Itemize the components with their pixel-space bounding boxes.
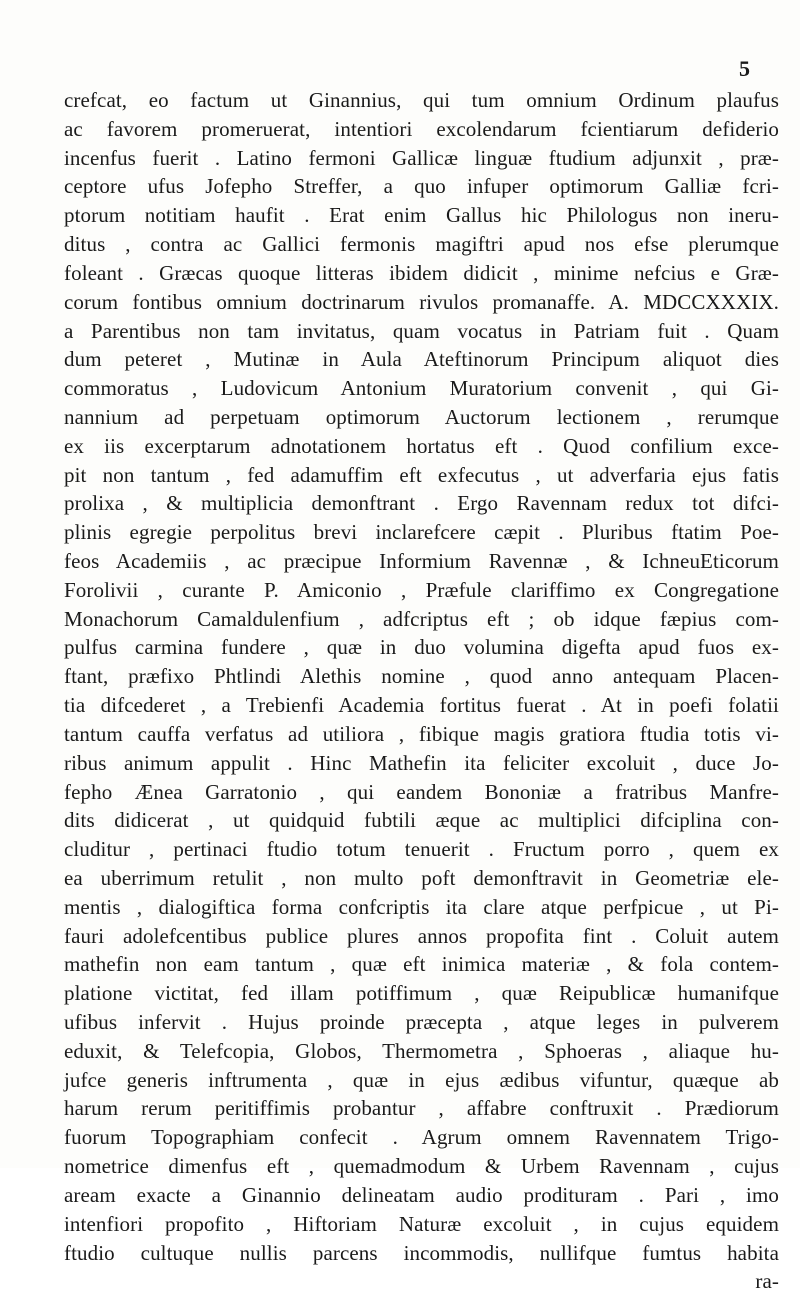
text-line: pulfus carmina fundere , quæ in duo volumina digefta apud fuos ex- [64, 635, 779, 660]
text-line: ftant, præfixo Phtlindi Alethis nomine , quod anno antequam Placen- [64, 664, 779, 689]
text-line: a Parentibus non tam invitatus, quam vocatus in Patriam fuit . Quam [64, 318, 779, 343]
text-line: intenfiori propofito , Hiftoriam Naturæ excoluit , in cujus equidem [64, 1211, 779, 1236]
catchword: ra- [755, 1269, 779, 1294]
body-text [64, 86, 779, 1296]
text-line: aream exacte a Ginannio delineatam audio prodituram . Pari , imo [64, 1182, 779, 1207]
text-line: fepho Ænea Garratonio , qui eandem Bononiæ a fratribus Manfre- [64, 779, 779, 804]
text-line: tantum cauffa verfatus ad utiliora , fibique magis gratiora ftudia totis vi- [64, 721, 779, 746]
text-line: fauri adolefcentibus publice plures annos propofita fint . Coluit autem [64, 923, 779, 948]
text-line: foleant . Græcas quoque litteras ibidem didicit , minime nefcius e Græ- [64, 260, 779, 285]
text-line: dits didicerat , ut quidquid fubtili æque ac multiplici difciplina con- [64, 808, 779, 833]
text-line: plinis egregie perpolitus brevi inclarefcere cæpit . Pluribus ftatim Poe- [64, 520, 779, 545]
text-line: mathefin non eam tantum , quæ eft inimica materiæ , & fola contem- [64, 952, 779, 977]
text-line: ex iis excerptarum adnotationem hortatus eft . Quod confilium exce- [64, 433, 779, 458]
text-line: Forolivii , curante P. Amiconio , Præfule clariffimo ex Congregatione [64, 577, 779, 602]
text-line: cluditur , pertinaci ftudio totum tenuerit . Fructum porro , quem ex [64, 837, 779, 862]
text-line: ufibus infervit . Hujus proinde præcepta , atque leges in pulverem [64, 1010, 779, 1034]
text-line: crefcat, eo factum ut Ginannius, qui tum omnium Ordinum plaufus [64, 88, 779, 112]
text-line: ptorum notitiam haufit . Erat enim Gallus hic Philologus non ineru- [64, 203, 779, 228]
text-line: nometrice dimenfus eft , quemadmodum & Urbem Ravennam , cujus [64, 1154, 779, 1179]
text-line: feos Academiis , ac præcipue Informium Ravennæ , & IchneuEticorum [64, 549, 779, 573]
text-line: prolixa , & multiplicia demonftrant . Ergo Ravennam redux tot difci- [64, 491, 779, 516]
text-line: ribus animum appulit . Hinc Mathefin ita feliciter excoluit , duce Jo- [64, 750, 779, 775]
text-line: dum peteret , Mutinæ in Aula Ateftinorum Principum aliquot dies [64, 347, 779, 372]
text-line: corum fontibus omnium doctrinarum rivulos promanaffe. A. MDCCXXXIX. [64, 289, 779, 314]
text-line: Monachorum Camaldulenfium , adfcriptus eft ; ob idque fæpius com- [64, 606, 779, 631]
text-line: ftudio cultuque nullis parcens incommodis, nullifque fumtus habita [64, 1240, 779, 1265]
text-line: jufce generis inftrumenta , quæ in ejus ædibus vifuntur, quæque ab [64, 1067, 779, 1092]
text-line: tia difcederet , a Trebienfi Academia fortitus fuerat . At in poefi folatii [64, 693, 779, 718]
text-line: pit non tantum , fed adamuffim eft exfecutus , ut adverfaria ejus fatis [64, 462, 779, 487]
text-line: ceptore ufus Jofepho Streffer, a quo infuper optimorum Galliæ fcri- [64, 174, 779, 199]
text-line: fuorum Topographiam confecit . Agrum omnem Ravennatem Trigo- [64, 1125, 779, 1150]
text-line: ac favorem promeruerat, intentiori excolendarum fcientiarum defiderio [64, 116, 779, 141]
text-line: eduxit, & Telefcopia, Globos, Thermometra , Sphoeras , aliaque hu- [64, 1038, 779, 1063]
text-line: commoratus , Ludovicum Antonium Muratorium convenit , qui Gi- [64, 376, 779, 401]
page-number: 5 [739, 56, 750, 81]
text-line: nannium ad perpetuam optimorum Auctorum lectionem , rerumque [64, 404, 779, 429]
text-line: ditus , contra ac Gallici fermonis magiftri apud nos efse plerumque [64, 232, 779, 257]
text-line: platione victitat, fed illam potiffimum , quæ Reipublicæ humanifque [64, 981, 779, 1006]
text-line: mentis , dialogiftica forma confcriptis ita clare atque perfpicue , ut Pi- [64, 894, 779, 919]
text-line: ea uberrimum retulit , non multo poft demonftravit in Geometriæ ele- [64, 865, 779, 890]
text-line: incenfus fuerit . Latino fermoni Gallicæ linguæ ftudium adjunxit , præ- [64, 145, 779, 170]
text-line: harum rerum peritiffimis probantur , affabre conftruxit . Prædiorum [64, 1096, 779, 1121]
